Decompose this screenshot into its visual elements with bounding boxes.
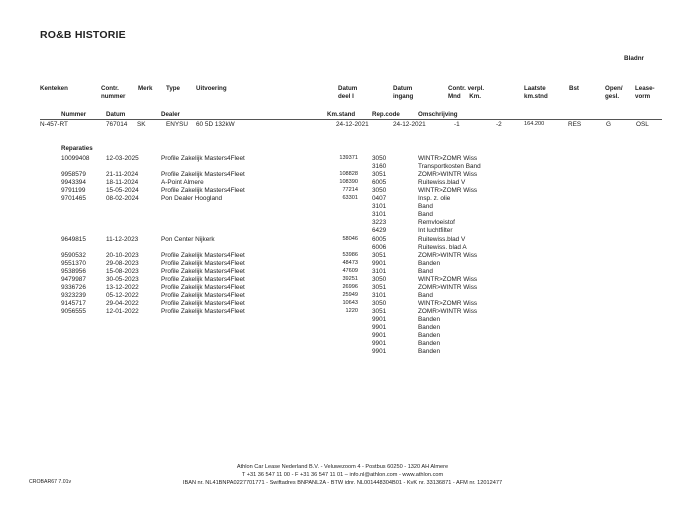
repair-omschrijving: Ruitewiss.blad V xyxy=(418,179,466,187)
repair-omschrijving: WINTR>ZOMR Wiss xyxy=(418,299,478,307)
vehicle-datum-deel1: 24-12-2021 xyxy=(336,121,369,128)
repair-code: 3051 xyxy=(372,251,387,259)
form-code: CROBAR67 7.01v xyxy=(29,479,72,485)
repair-datum: 30-05-2023 xyxy=(106,275,139,283)
repair-omschrijving: Band xyxy=(418,291,433,299)
repair-code: 3050 xyxy=(372,155,387,162)
repair-km-stand: 47609 xyxy=(342,267,358,274)
repair-nummer: 9538956 xyxy=(61,267,86,275)
repair-km-stand: 77214 xyxy=(342,187,358,194)
repair-omschrijving: ZOMR>WINTR Wiss xyxy=(418,251,478,259)
repair-dealer: Profile Zakelijk Masters4Fleet xyxy=(161,267,245,275)
repair-omschrijving: Ruitewiss.blad V xyxy=(418,235,466,243)
repair-omschrijving: Insp. z. olie xyxy=(418,195,451,203)
repair-code: 6005 xyxy=(372,179,387,187)
repair-code: 3101 xyxy=(372,267,387,275)
repair-omschrijving: Banden xyxy=(418,332,441,340)
repair-dealer: A-Point Almere xyxy=(161,179,204,187)
repair-omschrijving: ZOMR>WINTR Wiss xyxy=(418,307,478,315)
repair-nummer: 9791199 xyxy=(61,187,86,195)
header-divider xyxy=(40,119,662,120)
repair-dealer: Profile Zakelijk Masters4Fleet xyxy=(161,299,245,307)
repair-dealer: Profile Zakelijk Masters4Fleet xyxy=(161,259,245,267)
vehicle-type: ENYSU xyxy=(166,121,189,128)
footer-contact: T +31 36 547 11 00 - F +31 36 547 11 01 – info.nl@athlon.com - www.athlon.com xyxy=(241,472,444,478)
repair-code: 6429 xyxy=(372,227,387,235)
repair-code: 3051 xyxy=(372,283,387,291)
repair-datum: 15-05-2024 xyxy=(106,187,139,195)
col-km-stand: Km.stand xyxy=(327,111,356,118)
repair-omschrijving: Band xyxy=(418,211,433,219)
repair-dealer: Profile Zakelijk Masters4Fleet xyxy=(161,283,245,291)
col-uitvoering: Uitvoering xyxy=(196,85,227,92)
repair-code: 3050 xyxy=(372,187,387,195)
page-number-label: Bladnr xyxy=(624,55,644,62)
repair-km-stand: 39251 xyxy=(342,275,358,282)
repair-datum: 15-08-2023 xyxy=(106,267,139,275)
footer-registration: IBAN nr. NL41BNPA0227701771 - Swiftadres BNPANL2A - BTW idnr. NL001448304B01 - KvK nr. 33136871 - AFM nr. 12012477 xyxy=(182,480,503,486)
repair-dealer: Profile Zakelijk Masters4Fleet xyxy=(161,251,245,259)
repair-omschrijving: ZOMR>WINTR Wiss xyxy=(418,171,478,179)
repair-nummer: 9958579 xyxy=(61,171,86,179)
repair-omschrijving: Banden xyxy=(418,316,441,323)
repair-code: 9901 xyxy=(372,340,387,348)
vehicle-lease-vorm: OSL xyxy=(636,121,649,128)
col-omschrijving: Omschrijving xyxy=(418,111,458,118)
repair-omschrijving: Band xyxy=(418,203,433,211)
repair-datum: 08-02-2024 xyxy=(106,195,139,203)
repair-nummer: 9479987 xyxy=(61,275,86,283)
repair-km-stand: 48473 xyxy=(342,259,358,266)
repair-dealer: Pon Center Nijkerk xyxy=(161,235,215,243)
repair-code: 9901 xyxy=(372,348,387,356)
col-contr-verpl: Contr. verpl. Mnd Km. xyxy=(448,85,485,100)
vehicle-bst: RES xyxy=(568,121,582,128)
vehicle-laatste-kmstnd: 164.200 xyxy=(524,121,545,127)
repair-km-stand: 25949 xyxy=(342,291,358,298)
repair-nummer: 9590532 xyxy=(61,251,86,259)
repair-datum: 12-01-2022 xyxy=(106,307,139,315)
col-rep-code: Rep.code xyxy=(372,111,400,118)
repair-omschrijving: ZOMR>WINTR Wiss xyxy=(418,283,478,291)
page-title: RO&B HISTORIE xyxy=(40,29,126,41)
repair-code: 9901 xyxy=(372,324,387,332)
footer-address: Athlon Car Lease Nederland B.V. - Veluwezoom 4 - Postbus 60250 - 1320 AH Almere xyxy=(236,464,449,470)
repair-nummer: 9145717 xyxy=(61,299,86,307)
vehicle-mnd: -1 xyxy=(454,121,460,128)
repair-datum: 29-04-2022 xyxy=(106,299,139,307)
col-merk: Merk xyxy=(138,85,153,92)
repair-dealer: Profile Zakelijk Masters4Fleet xyxy=(161,307,245,315)
col-nummer: Nummer xyxy=(61,111,87,118)
vehicle-contract: 767014 xyxy=(106,121,128,128)
repair-nummer: 9649815 xyxy=(61,235,86,243)
repair-code: 3050 xyxy=(372,299,387,307)
repair-code: 3223 xyxy=(372,219,387,227)
repair-code: 3051 xyxy=(372,171,387,179)
repair-nummer: 9701465 xyxy=(61,195,86,203)
repair-code: 6006 xyxy=(372,243,387,251)
repair-datum: 21-11-2024 xyxy=(106,171,139,179)
repair-datum: 20-10-2023 xyxy=(106,251,139,259)
col-lease-vorm: Lease- vorm xyxy=(635,85,655,100)
repair-nummer: 9056555 xyxy=(61,307,86,315)
repair-nummer: 10099408 xyxy=(61,155,90,162)
repair-nummer: 9323239 xyxy=(61,291,86,299)
vehicle-datum-ingang: 24-12-2021 xyxy=(393,121,426,128)
repair-code: 3160 xyxy=(372,163,387,171)
repair-omschrijving: Transportkosten Band xyxy=(418,163,481,171)
col-kenteken: Kenteken xyxy=(40,85,68,92)
repair-km-stand: 26996 xyxy=(342,283,358,290)
col-datum-ingang: Datum ingang xyxy=(393,85,414,100)
repair-dealer: Profile Zakelijk Masters4Fleet xyxy=(161,171,245,179)
repair-code: 9901 xyxy=(372,332,387,340)
vehicle-uitvoering: 60 5D 132kW xyxy=(196,121,235,128)
repair-code: 9901 xyxy=(372,316,387,323)
repair-omschrijving: Remvloeistof xyxy=(418,219,455,227)
repair-datum: 05-12-2022 xyxy=(106,291,139,299)
repair-dealer: Profile Zakelijk Masters4Fleet xyxy=(161,291,245,299)
col-datum: Datum xyxy=(106,111,126,118)
vehicle-kenteken: N-457-RT xyxy=(40,121,68,128)
repair-km-stand: 108828 xyxy=(339,171,358,178)
repair-nummer: 9336726 xyxy=(61,283,86,291)
repair-omschrijving: Band xyxy=(418,267,433,275)
vehicle-merk: SK xyxy=(137,121,146,128)
repair-code: 3101 xyxy=(372,211,387,219)
repair-code: 3050 xyxy=(372,275,387,283)
repair-datum: 11-12-2023 xyxy=(106,235,139,243)
repair-km-stand: 108390 xyxy=(339,179,358,186)
repair-nummer: 9551370 xyxy=(61,259,86,267)
repair-code: 6005 xyxy=(372,235,387,243)
repair-datum: 13-12-2022 xyxy=(106,283,139,291)
repair-code: 3101 xyxy=(372,203,387,211)
vehicle-km: -2 xyxy=(496,121,502,128)
repair-km-stand: 58046 xyxy=(342,235,358,242)
col-dealer: Dealer xyxy=(161,111,180,118)
repair-code: 3101 xyxy=(372,291,387,299)
repair-km-stand: 63301 xyxy=(342,195,358,202)
repair-nummer: 9943394 xyxy=(61,179,86,187)
repair-km-stand: 53986 xyxy=(342,251,358,258)
repair-omschrijving: Banden xyxy=(418,259,441,267)
repair-omschrijving: Banden xyxy=(418,340,441,348)
repair-omschrijving: Int luchtfilter xyxy=(418,227,453,235)
col-type: Type xyxy=(166,85,180,92)
col-bst: Bst xyxy=(569,85,579,92)
repair-code: 9901 xyxy=(372,259,387,267)
repair-km-stand: 10643 xyxy=(342,299,358,306)
repair-dealer: Pon Dealer Hoogland xyxy=(161,195,223,203)
repair-datum: 29-08-2023 xyxy=(106,259,139,267)
repair-omschrijving: Banden xyxy=(418,324,441,332)
repair-datum: 18-11-2024 xyxy=(106,179,139,187)
vehicle-open-gesl: G xyxy=(606,121,611,128)
repair-omschrijving: WINTR>ZOMR Wiss xyxy=(418,275,478,283)
repair-omschrijving: WINTR>ZOMR Wiss xyxy=(418,155,478,162)
col-open-gesl: Open/ gesl. xyxy=(605,85,623,100)
col-laatste-kmstnd: Laatste km.stnd xyxy=(524,85,548,100)
repair-code: 3051 xyxy=(372,307,387,315)
reparaties-heading: Reparaties xyxy=(61,145,93,152)
repair-km-stand: 139371 xyxy=(339,155,358,161)
repair-code: 0407 xyxy=(372,195,387,203)
col-datum-deel1: Datum deel I xyxy=(338,85,358,100)
repair-km-stand: 1220 xyxy=(345,307,358,314)
repair-omschrijving: Banden xyxy=(418,348,441,356)
repair-datum: 12-03-2025 xyxy=(106,155,139,162)
col-contr-nummer: Contr. nummer xyxy=(101,85,126,100)
repair-dealer: Profile Zakelijk Masters4Fleet xyxy=(161,155,245,162)
repair-dealer: Profile Zakelijk Masters4Fleet xyxy=(161,187,245,195)
repair-omschrijving: Ruitewiss. blad A xyxy=(418,243,467,251)
repair-omschrijving: WINTR>ZOMR Wiss xyxy=(418,187,478,195)
repair-dealer: Profile Zakelijk Masters4Fleet xyxy=(161,275,245,283)
